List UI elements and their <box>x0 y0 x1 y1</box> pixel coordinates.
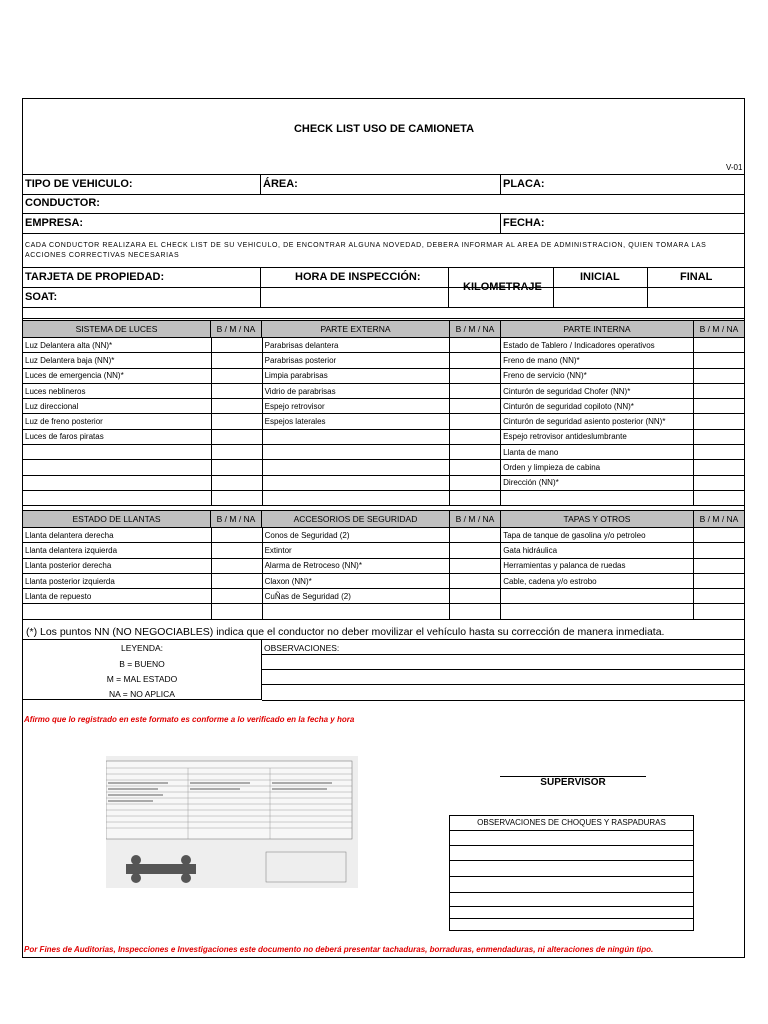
item-cell: Llanta posterior derecha <box>23 558 212 573</box>
bmna-cell[interactable] <box>694 338 745 353</box>
table-row <box>23 589 745 604</box>
item-cell: Cinturón de seguridad copiloto (NN)* <box>501 399 694 414</box>
bmna-cell[interactable] <box>211 353 262 368</box>
estado-llantas-header: ESTADO DE LLANTAS <box>22 510 211 528</box>
empresa-label: EMPRESA: <box>25 217 84 229</box>
item-cell: Cinturón de seguridad Chofer (NN)* <box>501 383 694 398</box>
table-row <box>23 338 745 353</box>
bmna-cell[interactable] <box>694 429 745 444</box>
item-cell: Llanta posterior izquierda <box>23 573 212 588</box>
supervisor-label: SUPERVISOR <box>540 777 606 788</box>
item-cell: Llanta de repuesto <box>23 589 212 604</box>
bmna-cell[interactable] <box>211 604 262 619</box>
parte-externa-header: PARTE EXTERNA <box>261 320 450 338</box>
bmna-cell[interactable] <box>450 490 501 505</box>
item-cell: Luces neblineros <box>23 383 212 398</box>
bmna-cell[interactable] <box>450 589 501 604</box>
area-label: ÁREA: <box>263 178 298 190</box>
bmna-cell[interactable] <box>450 368 501 383</box>
bmna-cell[interactable] <box>694 383 745 398</box>
observaciones-label: OBSERVACIONES: <box>264 643 340 653</box>
item-cell: Luz Delantera baja (NN)* <box>23 353 212 368</box>
item-cell <box>23 445 212 460</box>
item-cell: Extintor <box>262 543 450 558</box>
checklist-table-1 <box>22 337 745 506</box>
table-row <box>23 475 745 490</box>
table-row <box>23 490 745 505</box>
item-cell: Estado de Tablero / Indicadores operativos <box>501 338 694 353</box>
form-photo-thumbnail <box>106 756 358 888</box>
legend-mal: M = MAL ESTADO <box>106 674 178 684</box>
legend-bueno: B = BUENO <box>119 659 165 669</box>
item-cell: Espejos laterales <box>262 414 450 429</box>
item-cell <box>501 490 694 505</box>
footer-text: Por Fines de Auditorias, Inspecciones e Investigaciones este documento no deberá presentar tachaduras, borraduras, enmendaduras, ni alteraciones de ningún tipo. <box>24 945 654 954</box>
item-cell: Luces de emergencia (NN)* <box>23 368 212 383</box>
item-cell: Dirección (NN)* <box>501 475 694 490</box>
bmna-cell[interactable] <box>211 573 262 588</box>
item-cell: Espejo retrovisor <box>262 399 450 414</box>
final-label: FINAL <box>680 271 713 283</box>
bmna-header-2: B / M / NA <box>449 320 501 338</box>
sistema-luces-header: SISTEMA DE LUCES <box>22 320 211 338</box>
item-cell <box>23 475 212 490</box>
kilometraje-label: KILOMETRAJE <box>463 281 542 293</box>
item-cell: Alarma de Retroceso (NN)* <box>262 558 450 573</box>
item-cell: Vidrio de parabrisas <box>262 383 450 398</box>
item-cell <box>23 460 212 475</box>
parte-interna-header: PARTE INTERNA <box>500 320 694 338</box>
bmna-cell[interactable] <box>694 460 745 475</box>
item-cell: Llanta de mano <box>501 445 694 460</box>
bmna-cell[interactable] <box>694 528 745 543</box>
bmna-cell[interactable] <box>211 460 262 475</box>
bmna-cell[interactable] <box>211 543 262 558</box>
bmna-cell[interactable] <box>211 429 262 444</box>
item-cell: Parabrisas posterior <box>262 353 450 368</box>
table-row <box>23 383 745 398</box>
bmna-cell[interactable] <box>450 543 501 558</box>
bmna-cell[interactable] <box>450 414 501 429</box>
item-cell: Herramientas y palanca de ruedas <box>501 558 694 573</box>
bmna-cell[interactable] <box>211 383 262 398</box>
table-row <box>23 558 745 573</box>
item-cell: Tapa de tanque de gasolina y/o petroleo <box>501 528 694 543</box>
soat-label: SOAT: <box>25 291 58 303</box>
bmna-cell[interactable] <box>211 368 262 383</box>
bmna-cell[interactable] <box>450 573 501 588</box>
item-cell: Parabrisas delantera <box>262 338 450 353</box>
bmna-header-5: B / M / NA <box>449 510 501 528</box>
fecha-label: FECHA: <box>503 217 545 229</box>
bmna-header-3: B / M / NA <box>693 320 745 338</box>
table-row <box>23 528 745 543</box>
table-row <box>23 573 745 588</box>
bmna-cell[interactable] <box>694 353 745 368</box>
item-cell: Cable, cadena y/o estrobo <box>501 573 694 588</box>
bmna-cell[interactable] <box>694 589 745 604</box>
bmna-cell[interactable] <box>450 558 501 573</box>
table-row <box>23 399 745 414</box>
item-cell <box>262 429 450 444</box>
nn-note: (*) Los puntos NN (NO NEGOCIABLES) indica que el conductor no deber movilizar el vehículo hasta su corrección de manera inmediata. <box>26 626 665 638</box>
bmna-cell[interactable] <box>694 399 745 414</box>
bmna-cell[interactable] <box>211 589 262 604</box>
form-title: CHECK LIST USO DE CAMIONETA <box>293 123 475 135</box>
bmna-cell[interactable] <box>694 573 745 588</box>
bmna-cell[interactable] <box>450 429 501 444</box>
bmna-cell[interactable] <box>694 414 745 429</box>
bmna-cell[interactable] <box>694 490 745 505</box>
table-row <box>23 445 745 460</box>
item-cell <box>262 490 450 505</box>
item-cell: Luz direccional <box>23 399 212 414</box>
item-cell <box>262 604 450 619</box>
item-cell <box>262 460 450 475</box>
table-row <box>23 604 745 619</box>
table-row <box>23 368 745 383</box>
bmna-cell[interactable] <box>211 414 262 429</box>
checklist-table-2 <box>22 527 745 620</box>
table-row <box>23 353 745 368</box>
table-row <box>23 460 745 475</box>
bmna-cell[interactable] <box>694 604 745 619</box>
legend-na: NA = NO APLICA <box>109 689 175 699</box>
bmna-cell[interactable] <box>694 368 745 383</box>
choques-header: OBSERVACIONES DE CHOQUES Y RASPADURAS <box>477 818 666 827</box>
item-cell: Conos de Seguridad (2) <box>262 528 450 543</box>
tapas-header: TAPAS Y OTROS <box>500 510 694 528</box>
item-cell: Freno de mano (NN)* <box>501 353 694 368</box>
item-cell: Claxon (NN)* <box>262 573 450 588</box>
bmna-cell[interactable] <box>211 399 262 414</box>
form-version: V-01 <box>726 163 743 172</box>
bmna-cell[interactable] <box>211 338 262 353</box>
item-cell <box>23 490 212 505</box>
item-cell <box>262 445 450 460</box>
item-cell: Llanta delantera derecha <box>23 528 212 543</box>
bmna-header-4: B / M / NA <box>210 510 262 528</box>
item-cell: CuÑas de Seguridad (2) <box>262 589 450 604</box>
legend-title: LEYENDA: <box>120 643 164 653</box>
table-row <box>23 543 745 558</box>
item-cell: Luces de faros piratas <box>23 429 212 444</box>
inicial-label: INICIAL <box>580 271 620 283</box>
item-cell: Orden y limpieza de cabina <box>501 460 694 475</box>
bmna-cell[interactable] <box>694 475 745 490</box>
bmna-cell[interactable] <box>450 445 501 460</box>
bmna-cell[interactable] <box>450 475 501 490</box>
bmna-cell[interactable] <box>211 445 262 460</box>
bmna-cell[interactable] <box>450 399 501 414</box>
bmna-cell[interactable] <box>450 604 501 619</box>
affirm-text: Afirmo que lo registrado en este formato es conforme a lo verificado en la fecha y hora <box>24 715 355 724</box>
bmna-cell[interactable] <box>694 445 745 460</box>
item-cell: Gata hidráulica <box>501 543 694 558</box>
item-cell: Freno de servicio (NN)* <box>501 368 694 383</box>
instruction-text: CADA CONDUCTOR REALIZARA EL CHECK LIST DE SU VEHICULO, DE ENCONTRAR ALGUNA NOVEDAD, DEBERA INFORMAR AL AREA DE ADMINISTRACION, QUIEN TOMARA LAS ACCIONES CORRECTIVAS NECESARIAS <box>25 242 707 259</box>
accesorios-header: ACCESORIOS DE SEGURIDAD <box>261 510 450 528</box>
bmna-header-1: B / M / NA <box>210 320 262 338</box>
item-cell <box>501 589 694 604</box>
conductor-label: CONDUCTOR: <box>25 197 100 209</box>
bmna-cell[interactable] <box>694 558 745 573</box>
item-cell <box>501 604 694 619</box>
bmna-cell[interactable] <box>694 543 745 558</box>
bmna-cell[interactable] <box>450 338 501 353</box>
item-cell: Limpia parabrisas <box>262 368 450 383</box>
bmna-cell[interactable] <box>211 475 262 490</box>
bmna-cell[interactable] <box>450 353 501 368</box>
item-cell: Luz de freno posterior <box>23 414 212 429</box>
bmna-cell[interactable] <box>211 558 262 573</box>
hora-label: HORA DE INSPECCIÓN: <box>295 271 421 283</box>
bmna-cell[interactable] <box>450 383 501 398</box>
item-cell <box>262 475 450 490</box>
bmna-cell[interactable] <box>450 460 501 475</box>
table-row <box>23 414 745 429</box>
bmna-header-6: B / M / NA <box>693 510 745 528</box>
tarjeta-label: TARJETA DE PROPIEDAD: <box>25 271 165 283</box>
item-cell: Cinturón de seguridad asiento posterior (NN)* <box>501 414 694 429</box>
item-cell <box>23 604 212 619</box>
item-cell: Espejo retrovisor antideslumbrante <box>501 429 694 444</box>
placa-label: PLACA: <box>503 178 545 190</box>
bmna-cell[interactable] <box>211 528 262 543</box>
choques-table <box>449 815 694 931</box>
bmna-cell[interactable] <box>211 490 262 505</box>
tipo-vehiculo-label: TIPO DE VEHICULO: <box>25 178 133 190</box>
item-cell: Llanta delantera izquierda <box>23 543 212 558</box>
table-row <box>23 429 745 444</box>
item-cell: Luz Delantera alta (NN)* <box>23 338 212 353</box>
bmna-cell[interactable] <box>450 528 501 543</box>
